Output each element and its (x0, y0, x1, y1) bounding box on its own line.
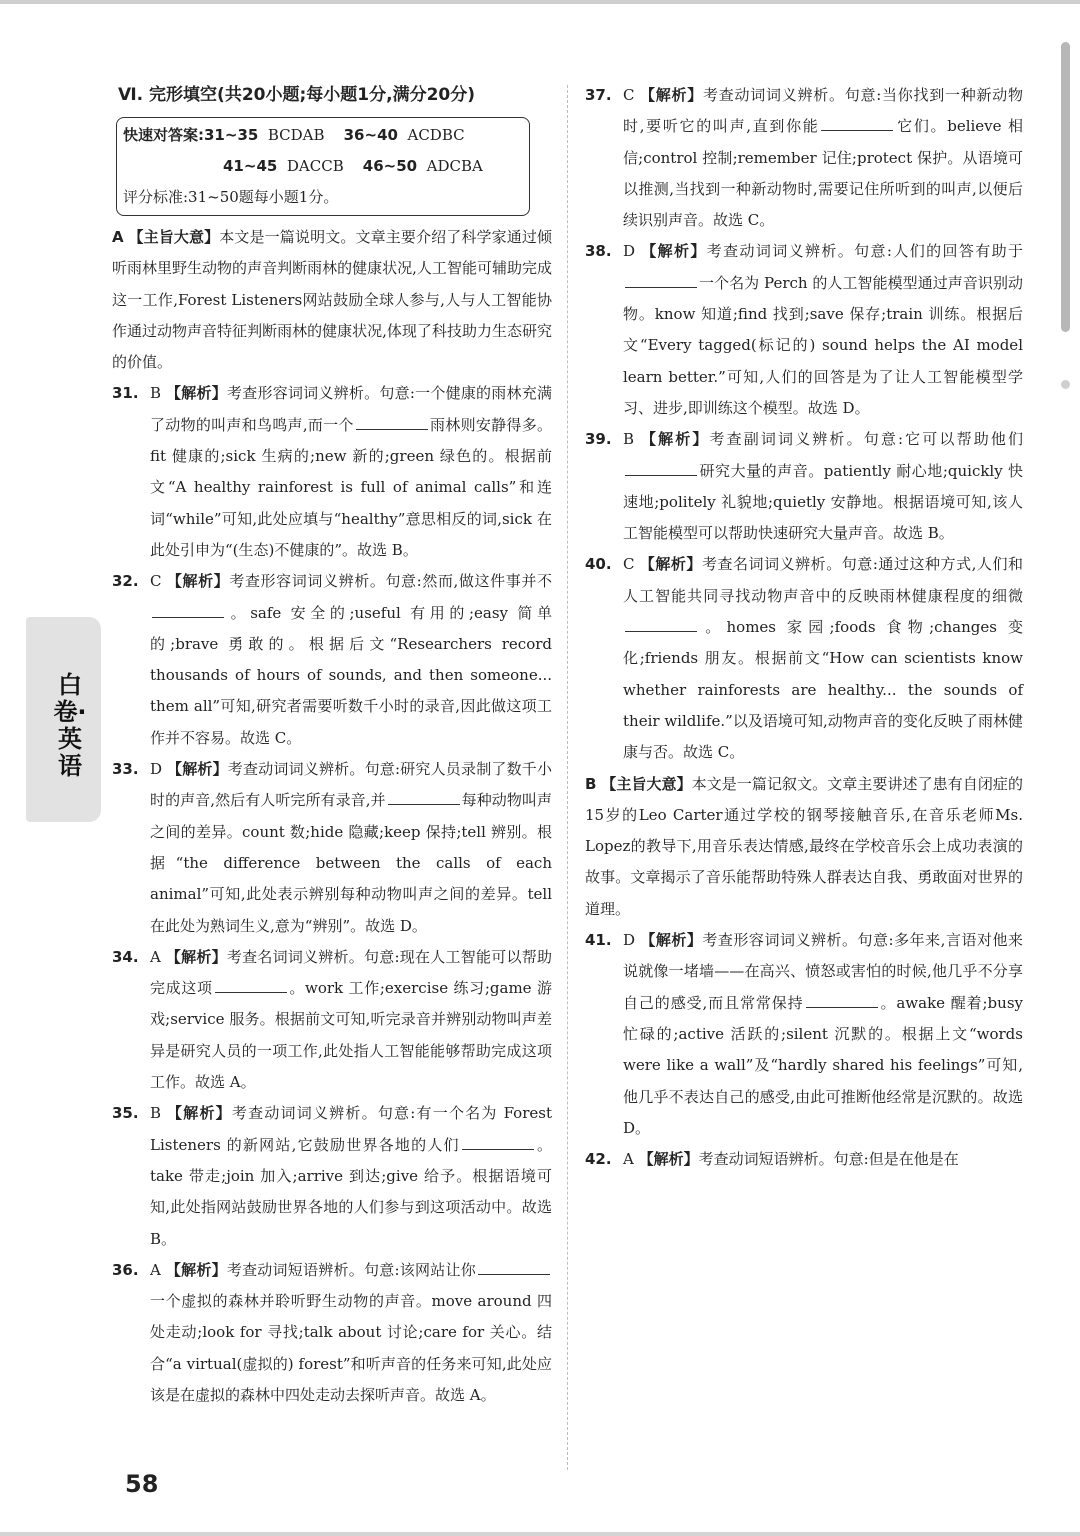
answer-item-31: 31. B 【解析】考查形容词词义辨析。句意:一个健康的雨林充满了动物的叫声和鸟鸣声,而一个 雨林则安静得多。fit 健康的;sick 生病的;new 新的;green 绿色的。根据前文“A healthy rainforest is full of animal calls”和连词“while”可知,此处应填与“healthy”意思相反的词,sick 在此处引申为“(生态)不健康的”。故选 B。 (112, 384, 552, 559)
answer-blank (806, 995, 878, 1008)
quick-answer-box (116, 117, 530, 216)
page-number: 58 (125, 1470, 159, 1498)
column-divider (567, 85, 568, 1470)
answer-row: 41~45 DACCB 46~50 ADCBA (223, 157, 483, 175)
answer-blank (625, 275, 697, 288)
answer-blank (478, 1262, 550, 1275)
answer-blank (356, 417, 428, 430)
bottom-edge (0, 1532, 1080, 1536)
answer-blank (215, 980, 287, 993)
answer-item-39: 39. B 【解析】考查副词词义辨析。句意:它可以帮助他们研究大量的声音。patiently 耐心地;quickly 快速地;politely 礼貌地;quietly 安静地。根据语境可知,该人工智能模型可以帮助快速研究大量声音。故选 B。 (585, 430, 1023, 543)
answer-item-38: 38. D 【解析】考查动词词义辨析。句意:人们的回答有助于一个名为 Perch 的人工智能模型通过声音识别动物。know 知道;find 找到;save 保存;train 训练。根据后文“Every tagged(标记的) sound helps the AI model learn better.”可知,人们的回答是为了让人工智能模型学习、进步,即训练这个模型。故选 D。 (585, 242, 1023, 417)
left-column (112, 80, 552, 1411)
section-heading: Ⅵ. 完形填空(共20小题;每小题1分,满分20分) (118, 85, 475, 105)
answer-item-35: 35. B 【解析】考查动词词义辨析。句意:有一个名为 Forest Listeners 的新网站,它鼓励世界各地的人们 。take 带走;join 加入;arrive 到达;give 给予。根据语境可知,此处指网站鼓励世界各地的人们参与到这项活动中。故选 B。 (112, 1104, 552, 1248)
passage-a-summary: A 【主旨大意】本文是一篇说明文。文章主要介绍了科学家通过倾听雨林里野生动物的声音判断雨林的健康状况,人工智能可辅助完成这一工作,Forest Listeners网站鼓励全球人参与,人与人工智能协作通过动物声音特征判断雨林的健康状况,体现了科技助力生态研究的价值。 (112, 228, 552, 372)
answer-blank (462, 1137, 534, 1150)
scoring-standard: 评分标准:31~50题每小题1分。 (123, 188, 339, 206)
answer-item-32: 32. C 【解析】考查形容词词义辨析。句意:然而,做这件事并不。safe 安全的;useful 有用的;easy 简单的;brave 勇敢的。根据后文“Researchers record thousands of hours of sounds, and then someone... them all”可知,研究者需要听数千小时的录音,因此做这项工作并不容易。故选 C。 (112, 572, 552, 747)
answer-blank (821, 118, 893, 131)
top-edge (0, 0, 1080, 4)
answer-item-37: 37. C 【解析】考查动词词义辨析。句意:当你找到一种新动物时,要听它的叫声,直到你能 它们。believe 相信;control 控制;remember 记住;protect 保护。从语境可以推测,当找到一种新动物时,需要记住所听到的叫声,以便后续识别声音。故选 C。 (585, 86, 1023, 230)
scroll-indicator (1061, 380, 1070, 389)
right-column (585, 80, 1023, 1175)
answer-item-36: 36. A 【解析】考查动词短语辨析。句意:该网站让你一个虚拟的森林并聆听野生动物的声音。move around 四处走动;look for 寻找;talk about 讨论;care for 关心。结合“a virtual(虚拟的) forest”和听声音的任务来可知,此处应该是在虚拟的森林中四处走动去探听声音。故选 A。 (112, 1260, 552, 1404)
side-tab-label: 白卷·英语 (53, 671, 87, 780)
answer-blank (625, 463, 697, 476)
answer-item-41: 41. D 【解析】考查形容词词义辨析。句意:多年来,言语对他来说就像一堵墙——在高兴、愤怒或害怕的时候,他几乎不分享自己的感受,而且常常保持 。awake 醒着;busy 忙碌的;active 活跃的;silent 沉默的。根据上文“words were like a wall”及“hardly shared his feelings”可知,他几乎不表达自己的感受,由此可推断他经常是沉默的。故选 D。 (585, 931, 1023, 1137)
scrollbar-thumb[interactable] (1061, 42, 1070, 332)
answer-blank (388, 792, 460, 805)
answer-row: 快速对答案:31~35 BCDAB 36~40 ACDBC (123, 126, 465, 144)
answer-blank (152, 605, 224, 618)
answer-item-34: 34. A 【解析】考查名词词义辨析。句意:现在人工智能可以帮助完成这项 。work 工作;exercise 练习;game 游戏;service 服务。根据前文可知,听完录音并辨别动物叫声差异是研究人员的一项工作,此处指人工智能能够帮助完成这项工作。故选 A。 (112, 947, 552, 1092)
answer-item-40: 40. C 【解析】考查名词词义辨析。句意:通过这种方式,人们和人工智能共同寻找动物声音中的反映雨林健康程度的细微。homes 家园;foods 食物;changes 变化;friends 朋友。根据前文“How can scientists know whether rainforests are healthy... the sounds of their wildlife.”以及语境可知,动物声音的变化反映了雨林健康与否。故选 C。 (585, 555, 1023, 762)
answer-item-42: 42. A 【解析】考查动词短语辨析。句意:但是在他是在 (585, 1150, 959, 1169)
answer-blank (625, 619, 697, 632)
passage-b-summary: B 【主旨大意】本文是一篇记叙文。文章主要讲述了患有自闭症的15岁的Leo Carter通过学校的钢琴接触音乐,在音乐老师Ms. Lopez的教导下,用音乐表达情感,最终在学校音乐会上成功表演的故事。文章揭示了音乐能帮助特殊人群表达自我、勇敢面对世界的道理。 (585, 774, 1023, 918)
answer-item-33: 33. D 【解析】考查动词词义辨析。句意:研究人员录制了数千小时的声音,然后有人听完所有录音,并 每种动物叫声之间的差异。count 数;hide 隐藏;keep 保持;tell 辨别。根据“the difference between the calls of each animal”可知,此处表示辨别每种动物叫声之间的差异。tell 在此处为熟词生义,意为“辨别”。故选 D。 (112, 760, 552, 935)
